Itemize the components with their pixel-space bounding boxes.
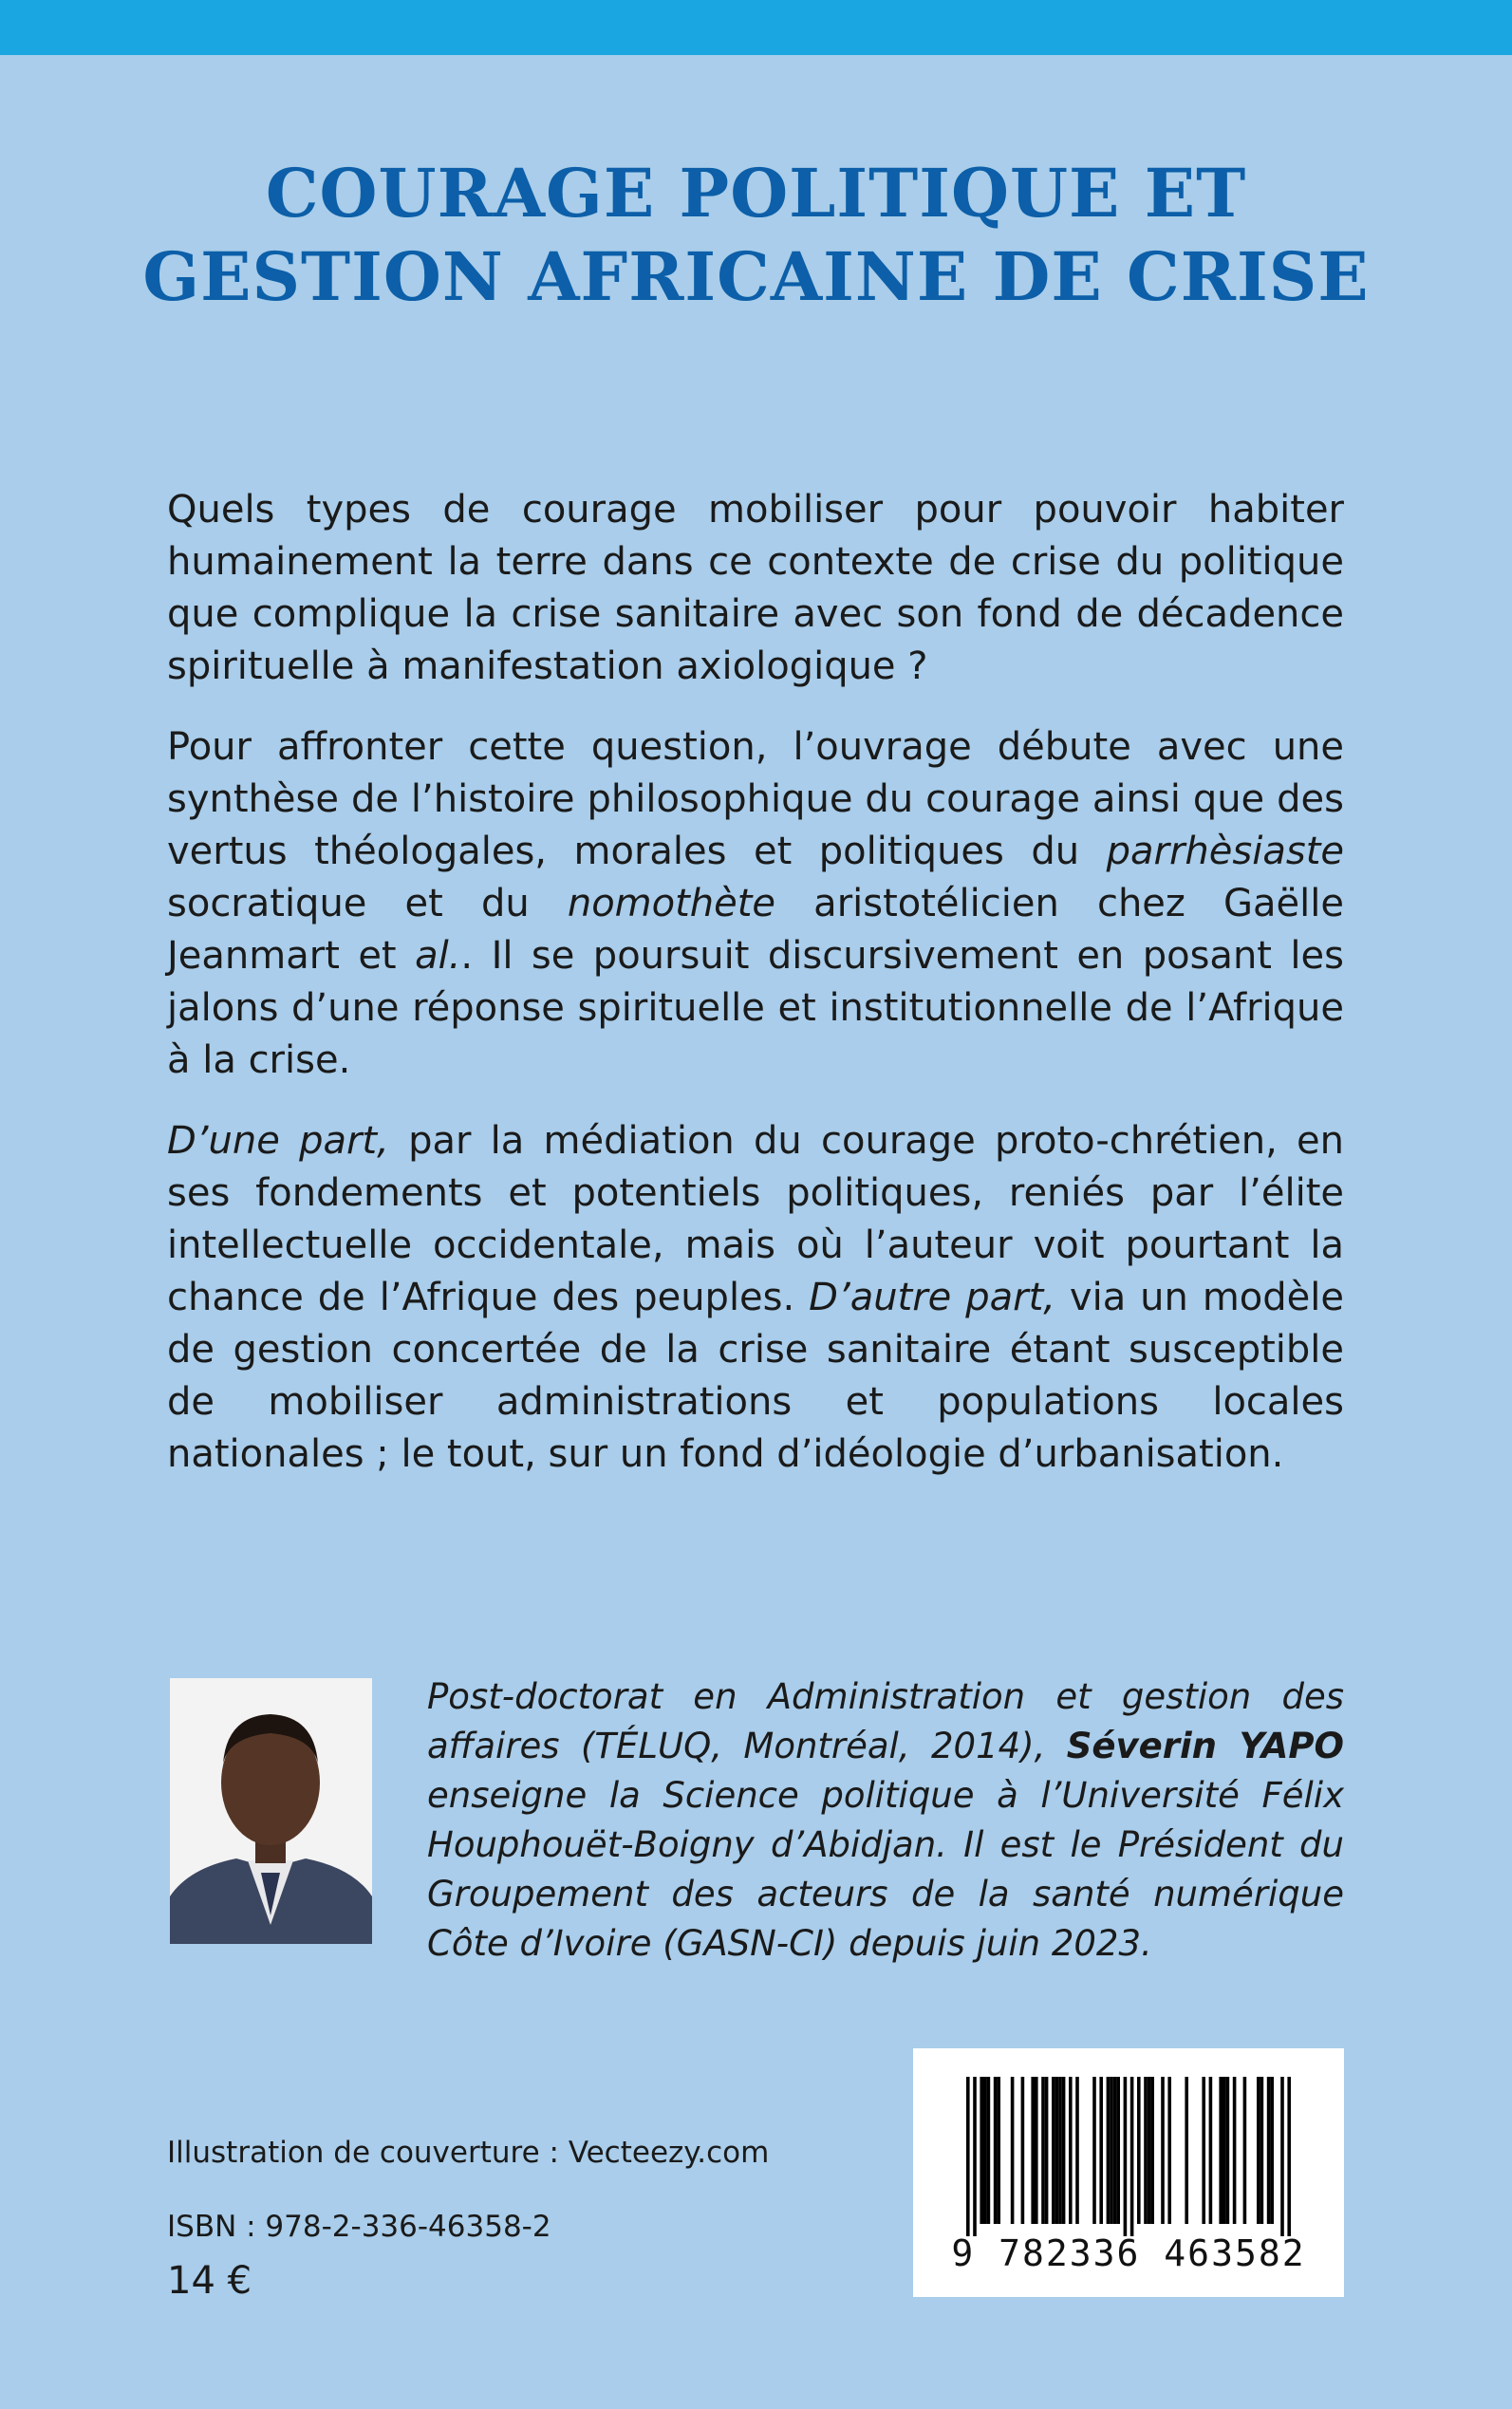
book-title-line-1: COURAGE POLITIQUE ET [265, 154, 1247, 233]
barcode-bar [1092, 2077, 1096, 2224]
barcode-bar [1055, 2077, 1059, 2224]
barcode-bar [1167, 2077, 1171, 2224]
barcode-bar [1185, 2077, 1188, 2224]
barcode-bar [980, 2077, 983, 2224]
barcode-bar [1161, 2077, 1165, 2224]
cover-illustration-credit: Illustration de couverture : Vecteezy.com [167, 2136, 770, 2170]
barcode-bar [1041, 2077, 1045, 2224]
barcode-bar [1148, 2077, 1151, 2224]
summary-paragraph-2: Pour affronter cette question, l’ouvrage débute avec une synthèse de l’histoire philosophique du courage ainsi que des vertus théologales, morales et politiques du parrhèsiaste socratique et du nomothète aristotélicien chez Gaëlle Jeanmart et al.. Il se poursuit discursivement en posant les jalons d’une réponse spirituelle et institutionnelle de l’Afrique à la crise. [167, 725, 1344, 1082]
barcode-bar [1110, 2077, 1113, 2224]
barcode-bar [1223, 2077, 1226, 2224]
barcode-bar [1075, 2077, 1079, 2224]
barcode-bar [1113, 2077, 1117, 2224]
book-title [0, 152, 1512, 319]
barcode-bar [1209, 2077, 1213, 2224]
isbn: ISBN : 978-2-336-46358-2 [167, 2210, 551, 2244]
barcode-bar [966, 2077, 970, 2236]
barcode-bar [1144, 2077, 1148, 2224]
author-bio: Post-doctorat en Administration et gestion des affaires (TÉLUQ, Montréal, 2014), Séverin YAPO enseigne la Science politique à l’Université Félix Houphouët-Boigny d’Abidjan. Il est le Président du Groupement des acteurs de la santé numérique Côte d’Ivoire (GASN-CI) depuis juin 2023. [427, 1676, 1344, 1964]
barcode-bar [1137, 2077, 1141, 2224]
barcode-bar [1035, 2077, 1038, 2224]
author-photo [170, 1678, 372, 1944]
barcode-bar [1116, 2077, 1120, 2224]
barcode-bar [1287, 2077, 1291, 2236]
barcode-bar [973, 2077, 977, 2236]
barcode [913, 2048, 1344, 2297]
top-color-band [0, 0, 1512, 55]
barcode-bar [997, 2077, 1000, 2224]
barcode-bar [1243, 2077, 1247, 2224]
barcode-bar [1058, 2077, 1062, 2224]
barcode-bar [1260, 2077, 1264, 2224]
barcode-bar [1107, 2077, 1111, 2224]
book-title-line-2: GESTION AFRICAINE DE CRISE [142, 237, 1370, 316]
barcode-bar [1280, 2077, 1284, 2236]
barcode-bar [1045, 2077, 1049, 2224]
barcode-bar [1130, 2077, 1134, 2236]
barcode-bar [1233, 2077, 1237, 2224]
barcode-digits: 9 782336 463582 [951, 2232, 1306, 2274]
barcode-bar [1202, 2077, 1205, 2224]
author-name: Séverin YAPO [1066, 1726, 1344, 1766]
barcode-bar [1270, 2077, 1274, 2224]
barcode-bar [1150, 2077, 1154, 2224]
price: 14 € [167, 2259, 252, 2303]
barcode-bar [1011, 2077, 1015, 2224]
barcode-bars [913, 2048, 1344, 2238]
barcode-bar [1021, 2077, 1025, 2224]
barcode-bar [1031, 2077, 1035, 2224]
summary-paragraph-1: Quels types de courage mobiliser pour pouvoir habiter humainement la terre dans ce contexte de crise du politique que complique la crise sanitaire avec son fond de décadence spirituelle à manifestation axiologique ? [167, 488, 1344, 688]
barcode-bar [1099, 2077, 1103, 2224]
barcode-bar [1062, 2077, 1066, 2224]
barcode-bar [1226, 2077, 1230, 2224]
barcode-bar [983, 2077, 987, 2224]
summary-paragraph-3: D’une part, par la médiation du courage proto-chrétien, en ses fondements et potentiels politiques, reniés par l’élite intellectuelle occidentale, mais où l’auteur voit pourtant la chance de l’Afrique des peuples. D’autre part, via un modèle de gestion concertée de la crise sanitaire étant susceptible de mobiliser administrations et populations locales nationales ; le tout, sur un fond d’idéologie d’urbanisation. [167, 1119, 1344, 1476]
barcode-bar [994, 2077, 998, 2224]
barcode-bar [1267, 2077, 1271, 2224]
barcode-bar [1257, 2077, 1260, 2224]
barcode-bar [1124, 2077, 1128, 2236]
barcode-bar [987, 2077, 991, 2224]
barcode-bar [1219, 2077, 1223, 2224]
barcode-bar [1069, 2077, 1073, 2224]
back-cover-summary [167, 484, 1344, 1509]
barcode-bar [1052, 2077, 1055, 2224]
